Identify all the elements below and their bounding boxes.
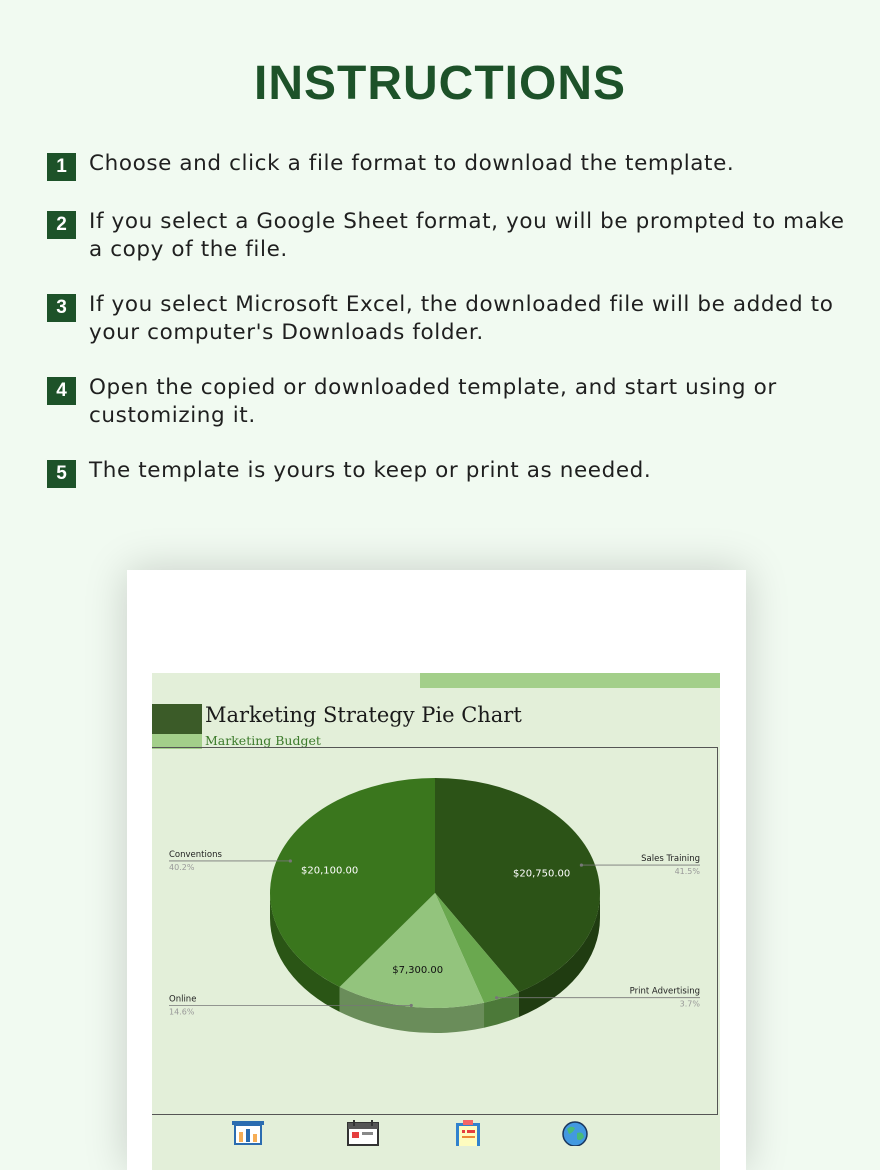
- pie-category-label-1: Print Advertising: [629, 986, 700, 997]
- pie-value-label-2: $7,300.00: [392, 965, 444, 977]
- pie-leader-dot-3: [289, 859, 292, 862]
- step-text: If you select a Google Sheet format, you will be prompted to make a copy of the file.: [89, 209, 845, 262]
- pie-leader-dot-0: [580, 863, 583, 866]
- pie-percent-label-1: 3.7%: [679, 999, 700, 1009]
- step-text: Open the copied or downloaded template, and start using or customizing it.: [89, 375, 777, 428]
- instruction-step: [47, 457, 847, 488]
- page-title: INSTRUCTIONS: [254, 57, 626, 110]
- pie-percent-label-0: 41.5%: [674, 867, 700, 877]
- clipboard-icon: [450, 1119, 486, 1146]
- chart-area: [152, 673, 720, 1170]
- template-preview-sheet: [127, 570, 746, 1170]
- calendar-icon: [345, 1119, 381, 1146]
- step-number-badge: 2: [47, 211, 76, 239]
- pie-category-label-0: Sales Training: [641, 854, 700, 865]
- pie-category-label-3: Conventions: [169, 849, 222, 860]
- title-accent-block: [152, 704, 202, 734]
- instruction-list: [47, 150, 847, 515]
- chart-title: Marketing Strategy Pie Chart: [205, 703, 522, 727]
- instruction-step: [47, 150, 847, 181]
- accent-bar: [420, 673, 720, 688]
- pie-category-label-2: Online: [169, 994, 197, 1005]
- pie-leader-dot-2: [410, 1004, 413, 1007]
- footer-icon-row: [152, 1116, 720, 1146]
- step-number-badge: 4: [47, 377, 76, 405]
- step-text: If you select Microsoft Excel, the downloaded file will be added to your computer's Downloads folder.: [89, 292, 834, 345]
- step-text: Choose and click a file format to download the template.: [89, 151, 735, 176]
- instruction-step: [47, 374, 847, 430]
- pie-percent-label-2: 14.6%: [169, 1007, 195, 1017]
- instruction-step: [47, 208, 847, 264]
- step-number-badge: 3: [47, 294, 76, 322]
- presentation-icon: [230, 1119, 266, 1146]
- step-text: The template is yours to keep or print as needed.: [89, 458, 652, 483]
- step-number-badge: 5: [47, 460, 76, 488]
- instruction-step: [47, 291, 847, 347]
- globe-icon: [557, 1119, 593, 1146]
- pie-leader-dot-1: [495, 996, 498, 999]
- pie-percent-label-3: 40.2%: [169, 862, 195, 872]
- step-number-badge: 1: [47, 153, 76, 181]
- pie-chart: [152, 747, 720, 1113]
- pie-value-label-0: $20,750.00: [512, 868, 571, 880]
- pie-value-label-3: $20,100.00: [301, 865, 359, 877]
- chart-subtitle: Marketing Budget: [205, 733, 321, 748]
